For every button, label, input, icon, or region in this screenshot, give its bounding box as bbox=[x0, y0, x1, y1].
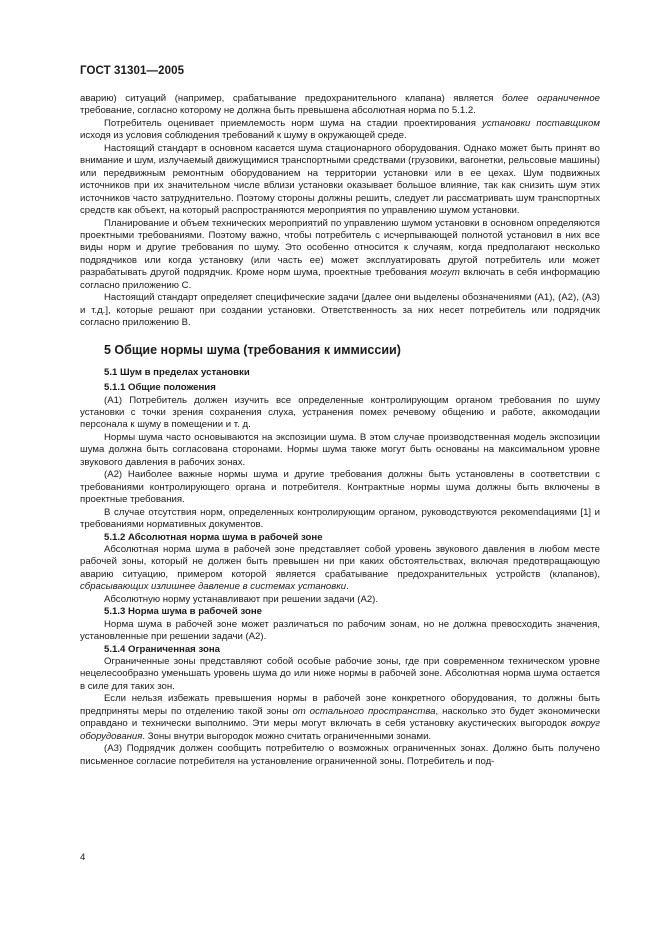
paragraph: (А2) Наиболее важные нормы шума и другие требования должны быть установлены в соответствии с требованиями контролирующего органа и потребителя. Контрактные нормы шума должны быть включены в проектные требования. bbox=[80, 469, 600, 506]
subsection-heading: 5.1.3 Норма шума в рабочей зоне bbox=[104, 606, 262, 618]
paragraph: Планирование и объем технических мероприятий по управлению шумом установки в основном определяются проектными требованиями. Поэтому важно, чтобы потребитель с исчерпывающей полнотой установил в них все виды норм и другие требования по шуму. Это особенно относится к случаям, когда предполагают несколько подрядчиков или когда установку (или часть ее) может эксплуатировать другой потребитель или может разрабатывать другой подрядчик. Кроме норм шума, проектные требования могут включать в себя информацию согласно приложению С. bbox=[80, 217, 600, 291]
paragraph: Ограниченные зоны представляют собой особые рабочие зоны, где при современном техническом уровне нецелесообразно уменьшать уровень шума до или ниже нормы в рабочей зоне. Абсолютная норма шума остается в силе для таких зон. bbox=[80, 656, 600, 692]
paragraph: (А3) Подрядчик должен сообщить потребителю о возможных ограниченных зонах. Должно быть получено письменное согласие потребителя на установление ограниченной зоны. Потребитель и под- bbox=[80, 743, 600, 767]
paragraph: Нормы шума часто основываются на экспозиции шума. В этом случае производственная модель экспозиции шума должна быть согласована сторонами. Нормы шума также могут быть основаны на максимальном уровне звукового давления в рабочих зонах. bbox=[80, 431, 600, 468]
paragraph: (А1) Потребитель должен изучить все определенные контролирующим органом требования по шуму установки с точки зрения сохранения слуха, устранения помех речевому общению и работе, аккомодации персонала к шуму в помещении и т. д. bbox=[80, 394, 600, 431]
subsection-heading: 5.1 Шум в пределах установки bbox=[104, 366, 250, 378]
subsection-heading: 5.1.1 Общие положения bbox=[104, 382, 216, 394]
paragraph: Абсолютная норма шума в рабочей зоне представляет собой уровень звукового давления в любом месте рабочей зоны, который не должен быть превышен ни при каких обстоятельствах, включая предотвращающую аварию ситуацию, примером которой является срабатывание предохранительных устройств (клапанов), сбрасывающих излишнее давление в системах установки. bbox=[80, 543, 600, 593]
paragraph: В случае отсутствия норм, определенных контролирующим органом, руководствуются рекомendaциями [1] и требованиями нормативных документов. bbox=[80, 506, 600, 531]
paragraph: Абсолютную норму устанавливают при решении задачи (А2). bbox=[104, 593, 379, 605]
paragraph: Настоящий стандарт в основном касается шума стационарного оборудования. Однако может быть принят во внимание и шум, излучаемый движущимися транспортными средствами (грузовики, вагонетки, рельсовые машины) или передвижным ремонтным оборудованием на территории установки или в ее цехах. Шум подвижных источников при их значительном числе вблизи установки оказывает большое влияние, так как снизить шум этих источников часто затруднительно. Поэтому стороны должны решить, следует ли рассматривать шум транспортных средств как объект, на который распространяются мероприятия по управлению шумом установки. bbox=[80, 142, 600, 217]
subsection-heading: 5.1.2 Абсолютная норма шума в рабочей зоне bbox=[104, 531, 323, 543]
document-body bbox=[80, 93, 600, 768]
section-heading: 5 Общие нормы шума (требования к иммиссии) bbox=[104, 342, 401, 357]
subsection-heading: 5.1.4 Ограниченная зона bbox=[104, 643, 220, 655]
document-header: ГОСТ 31301—2005 bbox=[80, 65, 185, 77]
page-number: 4 bbox=[80, 852, 86, 863]
paragraph: Потребитель оценивает приемлемость норм шума на стадии проектирования установки поставщиком исходя из условия соблюдения требований к шуму в окружающей среде. bbox=[80, 117, 600, 142]
paragraph: Настоящий стандарт определяет специфические задачи [далее они выделены обозначениями (А1), (А2), (А3) и т.д.], которые решают при создании установки. Ответственность за них несет потребитель или подрядчик согласно приложению В. bbox=[80, 292, 600, 329]
paragraph: Норма шума в рабочей зоне может различаться по рабочим зонам, но не должна превосходить значения, установленные при решении задачи (А2). bbox=[80, 618, 600, 643]
paragraph: Если нельзя избежать превышения нормы в рабочей зоне конкретного оборудования, то должны быть предприняты меры по отделению такой зоны от остального пространства, насколько это будет экономически оправдано и технически выполнимо. Эти меры могут включать в себя установку акустических выгородок вокруг оборудования. Зоны внутри выгородок можно считать ограниченными зонами. bbox=[80, 693, 600, 742]
paragraph: аварию) ситуаций (например, срабатывание предохранительного клапана) является более ограниченное требование, согласно которому не должна быть превышена абсолютная норма по 5.1.2. bbox=[80, 93, 600, 117]
